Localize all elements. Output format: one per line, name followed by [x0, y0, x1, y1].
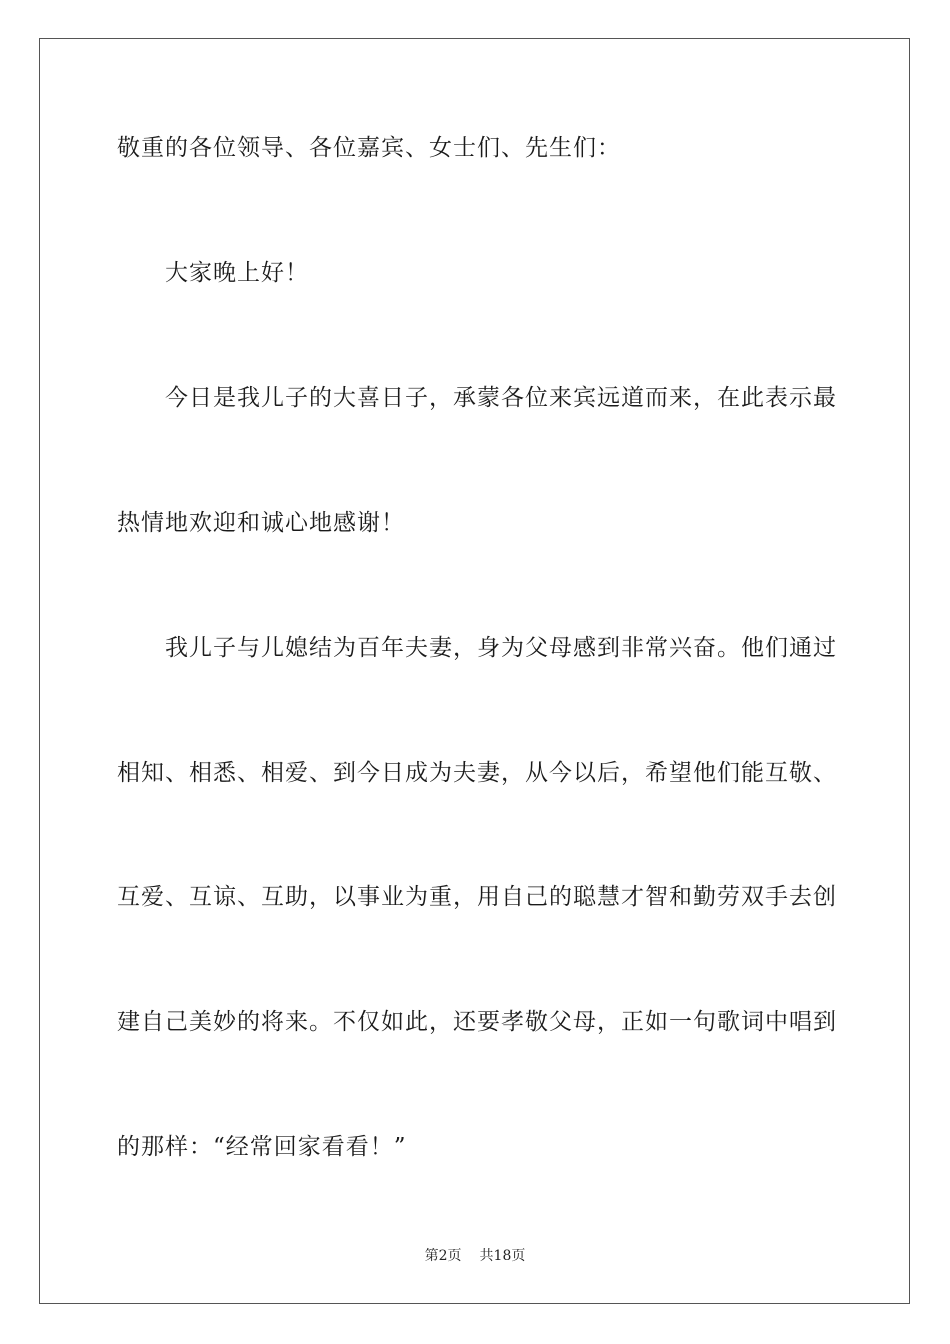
- paragraph-2-line-4: 建自己美妙的将来。不仅如此，还要孝敬父母，正如一句歌词中唱到: [117, 1009, 837, 1035]
- greeting-line: 大家晚上好！: [165, 260, 309, 286]
- page-footer: [0, 1247, 950, 1265]
- salutation-line: 敬重的各位领导、各位嘉宾、女士们、先生们：: [117, 135, 621, 161]
- paragraph-1-line-2: 热情地欢迎和诚心地感谢！: [117, 510, 405, 536]
- paragraph-1-line-1: 今日是我儿子的大喜日子，承蒙各位来宾远道而来，在此表示最: [165, 385, 837, 411]
- page-border: [39, 38, 910, 1304]
- paragraph-2-line-1: 我儿子与儿媳结为百年夫妻，身为父母感到非常兴奋。他们通过: [165, 635, 837, 661]
- paragraph-2-line-3: 互爱、互谅、互助，以事业为重，用自己的聪慧才智和勤劳双手去创: [117, 884, 837, 910]
- page-number: 第2页: [424, 1248, 462, 1264]
- paragraph-2-line-2: 相知、相悉、相爱、到今日成为夫妻，从今以后，希望他们能互敬、: [117, 760, 837, 786]
- total-pages: 共18页: [479, 1248, 526, 1264]
- paragraph-2-line-5: 的那样：“经常回家看看！”: [117, 1134, 407, 1160]
